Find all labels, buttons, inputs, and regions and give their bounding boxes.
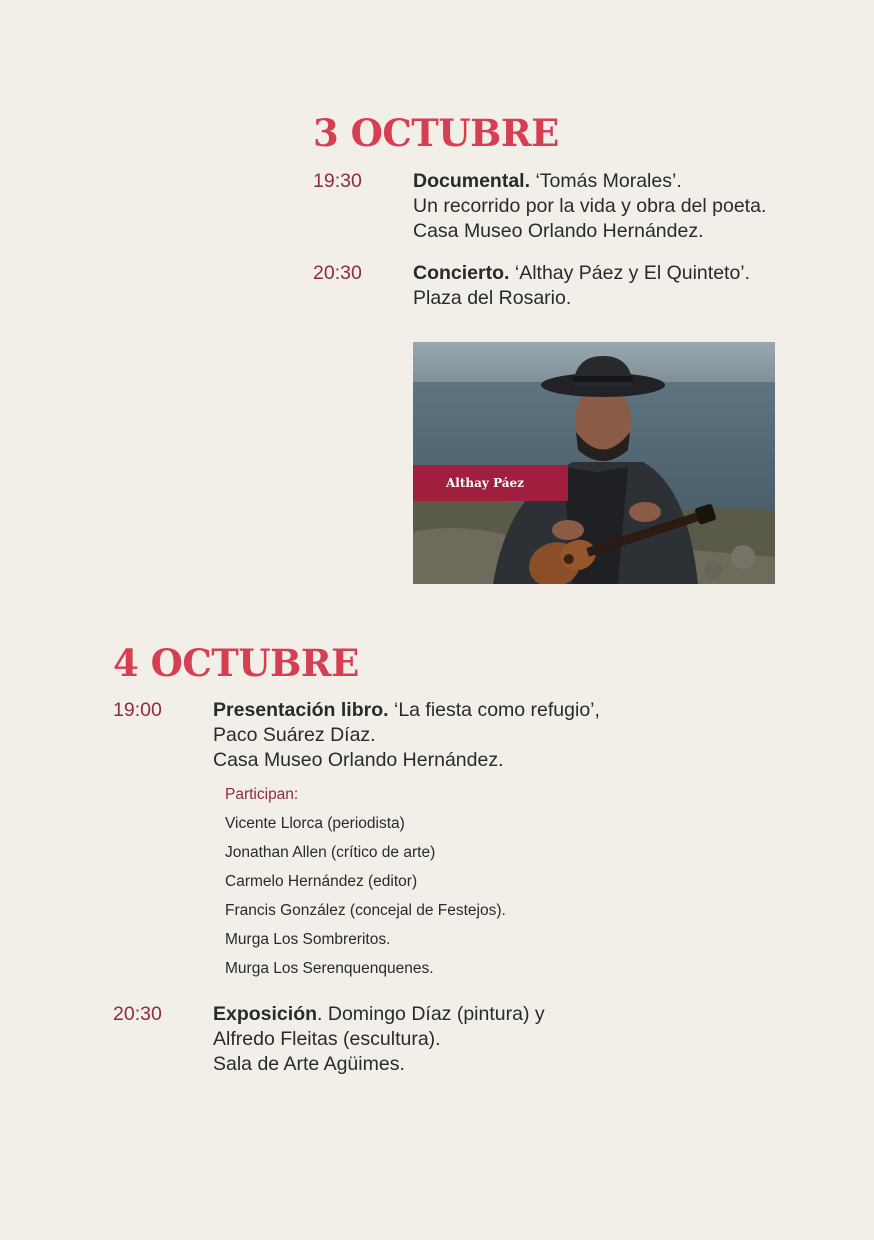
event-title: . Domingo Díaz (pintura) y	[317, 1003, 545, 1025]
event-author: Paco Suárez Díaz.	[213, 724, 376, 746]
event-time: 20:30	[113, 1003, 162, 1025]
participants-list	[225, 786, 506, 989]
participant-item: Vicente Llorca (periodista)	[225, 815, 405, 832]
event-venue: Plaza del Rosario.	[413, 287, 572, 309]
participants-label: Participan:	[225, 786, 299, 803]
event-kind: Exposición	[213, 1003, 318, 1025]
day-title-3-octubre: 3 OCTUBRE	[313, 111, 559, 155]
participant-item: Carmelo Hernández (editor)	[225, 873, 418, 890]
event-venue: Sala de Arte Agüimes.	[213, 1053, 405, 1075]
day-title-4-octubre: 4 OCTUBRE	[113, 641, 359, 685]
participant-item: Jonathan Allen (crítico de arte)	[225, 844, 436, 861]
event-detail: Un recorrido por la vida y obra del poeta.	[413, 195, 767, 217]
photo-caption: Althay Páez	[413, 465, 568, 501]
event-title: ‘La fiesta como refugio’,	[388, 699, 600, 721]
event-title: ‘Althay Páez y El Quinteto’.	[509, 262, 751, 284]
event-venue: Casa Museo Orlando Hernández.	[213, 749, 504, 771]
event-time: 19:30	[313, 170, 362, 192]
event-venue: Casa Museo Orlando Hernández.	[413, 220, 704, 242]
event-detail: Alfredo Fleitas (escultura).	[213, 1028, 441, 1050]
event-kind: Presentación libro.	[213, 699, 389, 721]
event-time: 19:00	[113, 699, 162, 721]
participant-item: Murga Los Sombreritos.	[225, 931, 391, 948]
event-time: 20:30	[313, 262, 362, 284]
participant-item: Francis González (concejal de Festejos).	[225, 902, 506, 919]
participant-item: Murga Los Serenquenquenes.	[225, 960, 434, 977]
althay-paez-photo	[413, 342, 775, 584]
event-kind: Documental.	[413, 170, 531, 192]
event-title: ‘Tomás Morales’.	[530, 170, 682, 192]
event-kind: Concierto.	[413, 262, 510, 284]
